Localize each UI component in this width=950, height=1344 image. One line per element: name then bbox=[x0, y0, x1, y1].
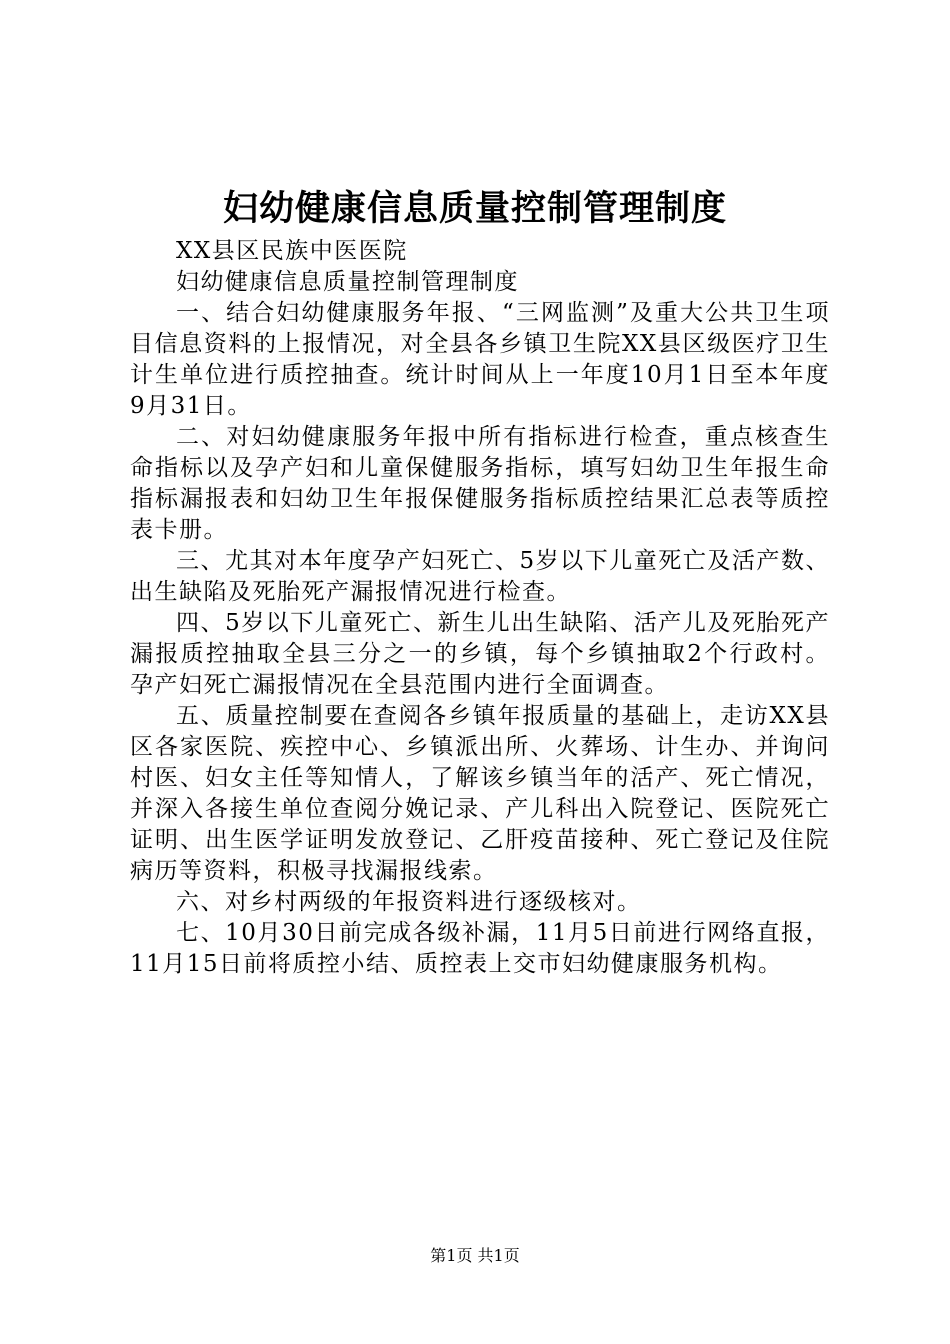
paragraph-item-3: 三、尤其对本年度孕产妇死亡、5岁以下儿童死亡及活产数、出生缺陷及死胎死产漏报情况进行检查。 bbox=[130, 548, 830, 605]
paragraph-item-6: 六、对乡村两级的年报资料进行逐级核对。 bbox=[176, 889, 642, 915]
paragraph-subtitle: 妇幼健康信息质量控制管理制度 bbox=[176, 269, 519, 295]
paragraph-item-1: 一、结合妇幼健康服务年报、“三网监测”及重大公共卫生项目信息资料的上报情况，对全县各乡镇卫生院XX县区级医疗卫生计生单位进行质控抽查。统计时间从上一年度10月1日至本年度9月31日。 bbox=[130, 300, 830, 419]
paragraph-item-2: 二、对妇幼健康服务年报中所有指标进行检查，重点核查生命指标以及孕产妇和儿童保健服务指标，填写妇幼卫生年报生命指标漏报表和妇幼卫生年报保健服务指标质控结果汇总表等质控表卡册。 bbox=[130, 424, 830, 543]
paragraph-item-4: 四、5岁以下儿童死亡、新生儿出生缺陷、活产儿及死胎死产漏报质控抽取全县三分之一的乡镇，每个乡镇抽取2个行政村。孕产妇死亡漏报情况在全县范围内进行全面调查。 bbox=[130, 610, 830, 698]
paragraph-item-5: 五、质量控制要在查阅各乡镇年报质量的基础上，走访XX县区各家医院、疾控中心、乡镇派出所、火葬场、计生办、并询问村医、妇女主任等知情人，了解该乡镇当年的活产、死亡情况，并深入各接生单位查阅分娩记录、产儿科出入院登记、医院死亡证明、出生医学证明发放登记、乙肝疫苗接种、死亡登记及住院病历等资料，积极寻找漏报线索。 bbox=[130, 703, 830, 884]
paragraph-item-7: 七、10月30日前完成各级补漏，11月5日前进行网络直报，11月15日前将质控小结、质控表上交市妇幼健康服务机构。 bbox=[130, 920, 830, 977]
document-title: 妇幼健康信息质量控制管理制度 bbox=[222, 188, 727, 229]
paragraph-hospital-name: XX县区民族中医医院 bbox=[176, 238, 408, 264]
page-footer: 第1页 共1页 bbox=[430, 1246, 520, 1265]
document-body bbox=[130, 236, 830, 980]
